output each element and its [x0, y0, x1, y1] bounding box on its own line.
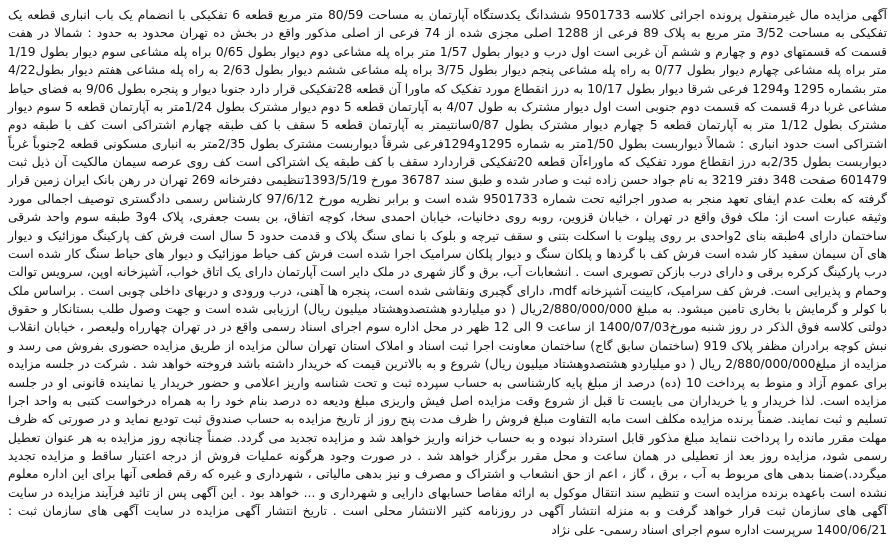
auction-notice-text: آگهی مزایده مال غیرمنقول پرونده اجرائی کلاسه 9501733 ششدانگ یکدستگاه آپارتمان به مساحت 80/59 متر مربع قطعه 6 تفکیکی با انضمام یک باب انباری قطعه یک تفکیکی به مساحت 3/52 متر مربع به پلاک 89 فرعی از 1288 اصلی مجزی شده از 74 فرعی از اصلی مذکور واقع در بخش ده تهران محدود به حدود : شمالا در هفت قسمت که قسمتهای دوم و چهارم و ششم آن غربی است اول درب و دیوار بطول 1/57 متر براه پله مشاعی دوم دیوار بطول 0/65 براه پله مشاعی سوم دیوار بطول 1/19 متر براه پله مشاعی چهارم دیوار بطول 0/77 به راه پله مشاعی پنجم دیوار بطول 3/75 براه پله مشاعی ششم دیوار بطول 2/63 به راه پله مشاعی هفتم دیوار بطول4/22 متر بشماره 1295 و1294 فرعی شرقا دیوار بطول 10/17 به درز انقطاع مورد تفکیک که ماورا آن قطعه 28تفکیکی قرار دارد جنوبا دیوار و پنجره بطول 9/06 به فضای حیاط مشاعی غربا در4 قسمت که قسمت دوم جنوبی است اول دیوار مشترک به طول 4/07 به آپارتمان قطعه 5 دوم دیوار مشترک بطول 1/24متر به آپارتمان قطعه 5 سوم دیوار مشترک بطول 1/12 متر به آپارتمان قطعه 5 چهارم دیوار مشترک بطول 0/87سانتیمتر به آپارتمان قطعه 5 سقف با کف طبقه چهارم اشتراکی است کف با طبقه دوم اشتراکی است حدود انباری : شمالاً دیواربست بطول 1/50متر به شماره 1295و1294فرعی شرقاً دیواربست مشترک بطول 2/35متر به انباری مسکونی قطعه 2جنوباً غرباً دیواربست بطول 2/35به درز انقطاع مورد تفکیک که ماوراءآن قطعه 20تفکیکی قراردارد سقف با کف طبقه یک اشتراکی است کف روی عرصه سیمان مالکیت آن ذیل ثبت 601479 صفحت 348 دفتر 3219 به نام جواد حسن زاده ثبت و صادر شده و طبق سند 36787 مورخ 1393/5/19تنظیمی دفترخانه 269 تهران در رهن بانک ایران زمین قرار گرفته که بعلت عدم ایفای تعهد منجر به صدور اجرائیه تحت شماره 9501733 شده است و برابر نظریه مورخ 97/6/12 کارشناس رسمی دادگستری توصیف اجمالی مورد وثیقه عبارت است از: ملک فوق واقع در تهران ، خیابان قزوین، روبه روی دخانیات، خیابان احمدی سخا، کوچه اتفاق، بن بست جعفری، پلاک 4و3 طبقه سوم واحد شرقی ساختمان دارای 4طبقه بنای 2واحدی بر روی پیلوت با اسکلت بتنی و سقف تیرچه و بلوک با نمای سنگ پلاک و قدمت حدود 5 سال است فرش کف پارکینگ موزائیک و دیوار های آن سیمان سفید کار شده است فرش کف با گردها و پلکان سنگ و دیوار پلکان سرامیک اجرا شده است فرش کف حیاط موزائیک و دیوار های حیاط سنگ کار شده است درب پارکینگ کرکره برقی و دارای درب بازکن تصویری است . انشعابات آب، برق و گاز شهری در ملک دایر است آپارتمان دارای یک اتاق خواب، آشپزخانه اوپن، سرویس توالت وحمام و پذیرایی است. فرش کف سرامیک، کابینت آشپزخانه mdf، دارای گچبری ونقاشی شده است، پنجره ها آهنی، درب ورودی و دربهای داخلی چوبی است . براساس ملک با کولر و گرمایش با بخاری تامین میشود. به مبلغ 2/880/000/000ریال ( دو میلیاردو هشتصدوهشتاد میلیون ریال) ارزیابی شده است و جهت وصول طلب بستانکار و حقوق دولتی کلاسه فوق الذکر در روز شنبه مورخ1400/07/03 از ساعت 9 الی 12 ظهر در محل اداره سوم اجرای اسناد رسمی واقع در در تهران چهارراه ولیعصر ، خیابان انقلاب نبش کوچه برادران مظفر پلاک 919 (ساختمان سابق گاج) ساختمان معاونت اجرا ثبت اسناد و املاک استان تهران سالن مزایده از طریق مزایده حضوری بفروش می رسد و مزایده از مبلغ2/880/000/000 ریال ( دو میلیاردو هشتصدوهشتاد میلیون ریال) شروع و به بالاترین قیمت که خریدار داشته باشد فروخته خواهد شد . شرکت در جلسه مزایده برای عموم آزاد و منوط به پرداخت 10 (ده) درصد از مبلغ پایه کارشناسی به حساب سپرده ثبت و تحت شناسه واریز اعلامی و حضور خریدار یا نماینده قانونی او در جلسه مزایده است. لذا خریدار و یا خریداران می بایست تا قبل از شروع وقت مزایده اصل فیش واریزی مبلغ ودیعه ده درصد بنام خود را به همراه درخواست کتبی به واحد اجرا تسلیم و ثبت نمایند. ضمناً برنده مزایده مکلف است مابه التفاوت مبلغ فروش را ظرف مدت پنج روز از تاریخ مزایده به حساب صندوق ثبت تودیع نماید و در صورتی که ظرف مهلت مقرر مانده را پرداخت ننماید مبلغ مذکور قابل استرداد نبوده و به حساب خزانه واریز خواهد شد و مزایده تجدید می گردد. ضمناً چنانچه روز مزایده به هر عنوان تعطیل رسمی شود، مزایده روز بعد از تعطیلی در همان ساعت و محل مقرر برگزار خواهد شد . در صورت وجود هرگونه عملیات فروش از درجه اعتبار ساقط و مزایده تجدید میگردد.)ضمنا بدهی های مربوط به آب ، برق ، گاز ، اعم از حق انشعاب و اشتراک و مصرف و نیز بدهی مالیاتی ، شهرداری و غیره که رقم قطعی آنها برای این اداره معلوم نشده است باعهده برنده مزایده است و تنظیم سند انتقال موکول به ارائه مفاصا حسابهای دارایی و شهرداری و ... خواهد بود . این آگهی پس از تائید فرآیند مزایده در سایت آگهی های سازمان ثبت قرار خواهد گرفت و به منزله انتشار آگهی در روزنامه کثیر الانتشار محلی است . تاریخ انتشار آگهی مزایده در سایت آگهی های سازمان ثبت : 1400/06/21 سرپرست اداره سوم اجرای اسناد رسمی- علی نژاد — [8, 8, 888, 537]
